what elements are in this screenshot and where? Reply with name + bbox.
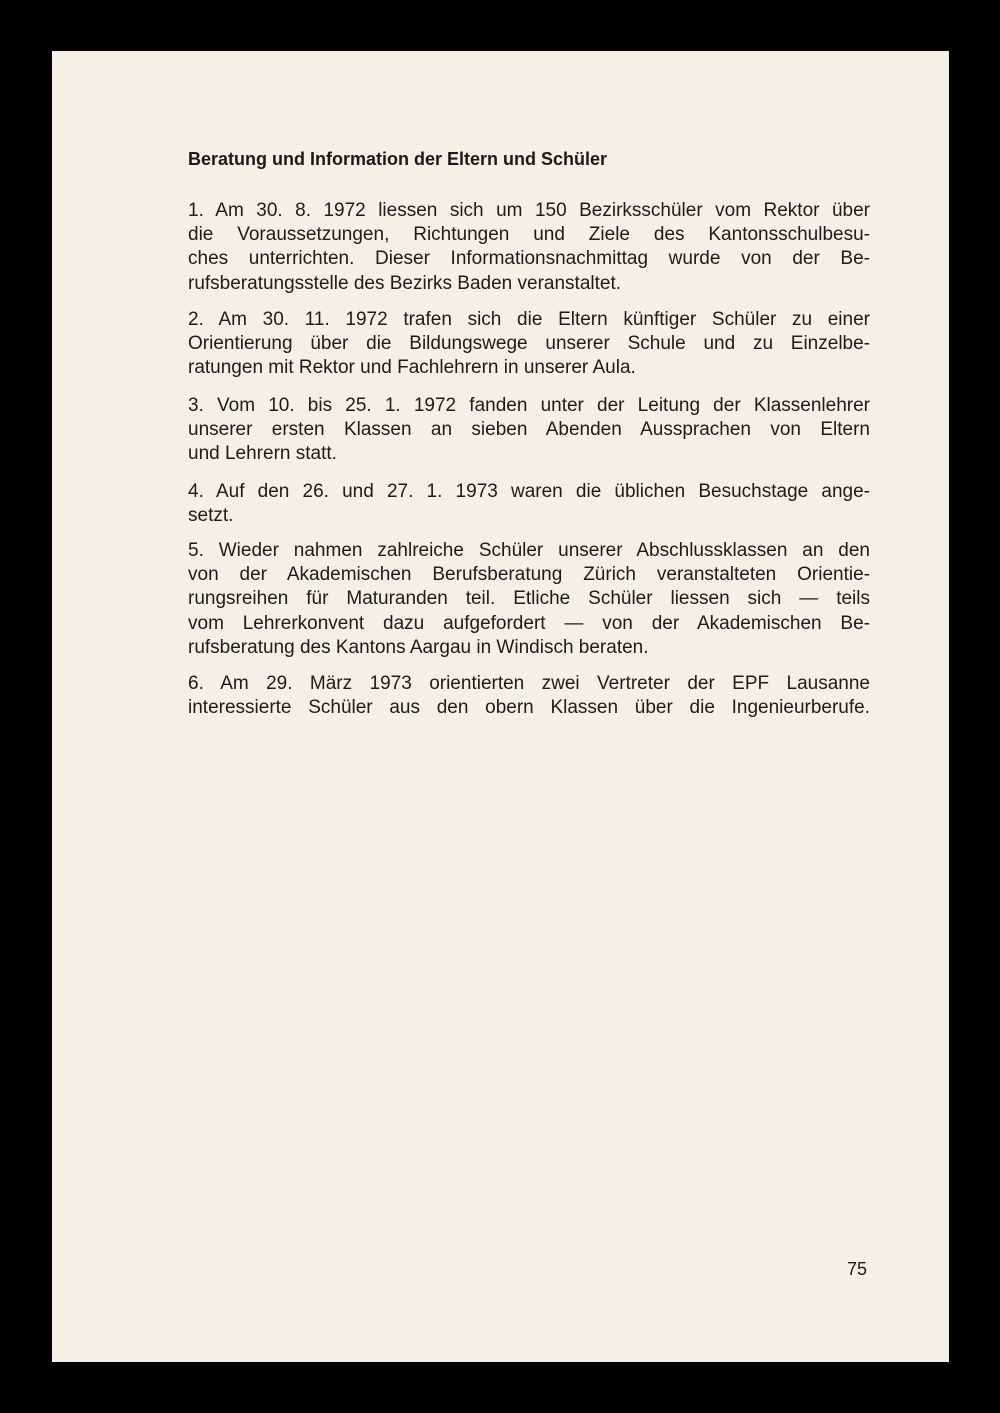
paragraph-5: [188, 539, 870, 660]
text-line: unserer ersten Klassen an sieben Abenden Aussprachen von Eltern: [188, 419, 870, 441]
text-line: 4. Auf den 26. und 27. 1. 1973 waren die üblichen Besuchstage ange-: [188, 481, 870, 502]
paragraph-1: [188, 199, 870, 296]
text-line: setzt.: [188, 505, 234, 527]
text-line: und Lehrern statt.: [188, 443, 337, 465]
text-line: 3. Vom 10. bis 25. 1. 1972 fanden unter der Leitung der Klassenlehrer: [188, 395, 870, 416]
text-line: vom Lehrerkonvent dazu aufgefordert — von der Akademischen Be-: [188, 612, 870, 634]
text-line: Orientierung über die Bildungswege unserer Schule und zu Einzelbe-: [188, 333, 870, 355]
paragraph-6: [188, 672, 870, 720]
text-line: interessierte Schüler aus den obern Klassen über die Ingenieurberufe.: [188, 697, 870, 719]
text-line: ches unterrichten. Dieser Informationsnachmittag wurde von der Be-: [188, 248, 870, 270]
text-line: 2. Am 30. 11. 1972 trafen sich die Eltern künftiger Schüler zu einer: [188, 309, 870, 330]
text-line: ratungen mit Rektor und Fachlehrern in unserer Aula.: [188, 357, 636, 379]
text-line: 6. Am 29. März 1973 orientierten zwei Vertreter der EPF Lausanne: [188, 673, 870, 694]
document-page: [52, 51, 949, 1362]
section-heading: Beratung und Information der Eltern und Schüler: [188, 149, 608, 169]
text-line: rungsreihen für Maturanden teil. Etliche Schüler liessen sich — teils: [188, 588, 870, 610]
text-line: rufsberatung des Kantons Aargau in Windisch beraten.: [188, 636, 649, 658]
text-line: die Voraussetzungen, Richtungen und Ziele des Kantonsschulbesu-: [188, 224, 870, 246]
text-line: rufsberatungsstelle des Bezirks Baden veranstaltet.: [188, 272, 622, 294]
paragraph-3: [188, 394, 870, 467]
paragraph-4: [188, 480, 870, 528]
text-line: 1. Am 30. 8. 1972 liessen sich um 150 Bezirksschüler vom Rektor über: [188, 200, 870, 221]
text-line: von der Akademischen Berufsberatung Zürich veranstalteten Orientie-: [188, 564, 870, 586]
page-number: 75: [847, 1259, 868, 1279]
paragraph-2: [188, 308, 870, 381]
text-line: 5. Wieder nahmen zahlreiche Schüler unserer Abschlussklassen an den: [188, 540, 870, 561]
